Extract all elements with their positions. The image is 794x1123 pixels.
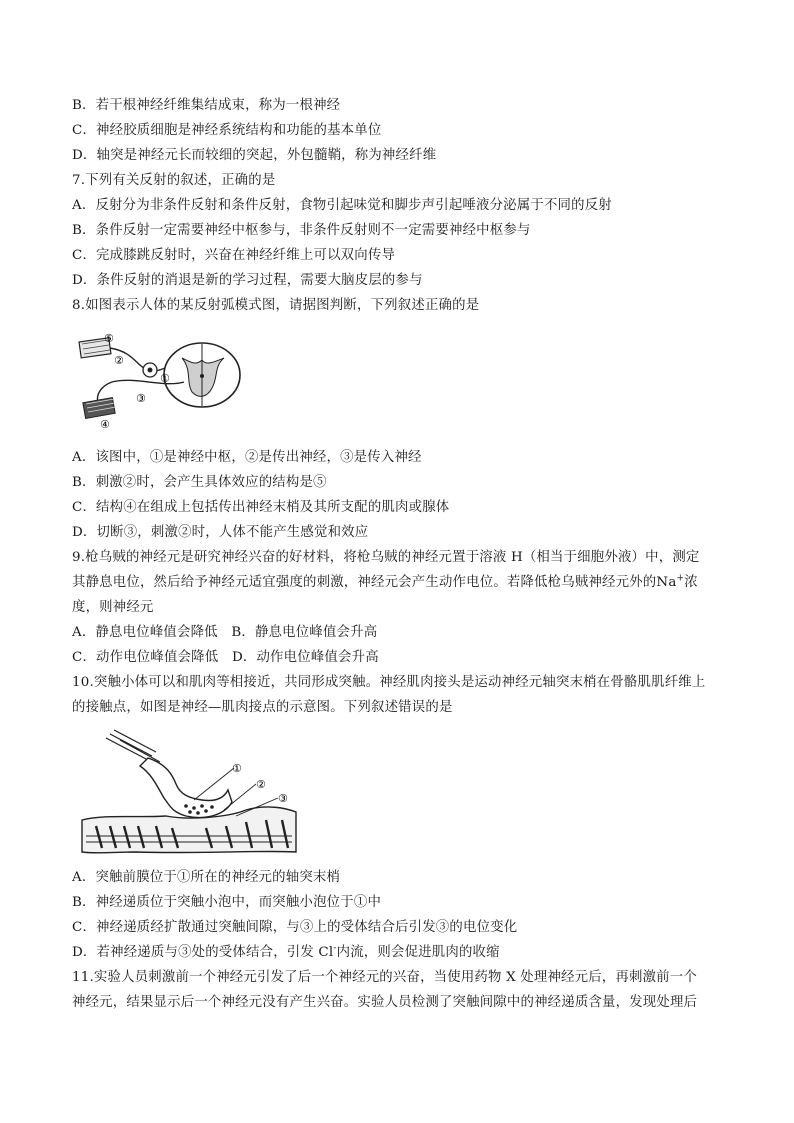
options-9cd: C．动作电位峰值会降低 D．动作电位峰值会升高 — [72, 650, 379, 665]
option-8c: C．结构④在组成上包括传出神经末梢及其所支配的肌肉或腺体 — [72, 500, 450, 515]
fig1-label-3: ③ — [136, 392, 146, 405]
option-7a: A．反射分为非条件反射和条件反射，食物引起味觉和脚步声引起唾液分泌属于不同的反射 — [72, 198, 612, 213]
option-7b: B．条件反射一定需要神经中枢参与，非条件反射则不一定需要神经中枢参与 — [72, 223, 531, 238]
option-7d: D．条件反射的消退是新的学习过程，需要大脑皮层的参与 — [72, 273, 423, 288]
question-9-line-1: 9.枪乌贼的神经元是研究神经兴奋的好材料，将枪乌贼的神经元置于溶液 H（相当于细胞外液）中，测定 — [72, 550, 700, 565]
question-9-line-3: 度，则神经元 — [72, 600, 154, 615]
option-8a: A．该图中，①是神经中枢，②是传出神经，③是传入神经 — [72, 450, 422, 465]
neuromuscular-junction-figure — [76, 728, 302, 858]
question-11-line-2: 神经元，结果显示后一个神经元没有产生兴奋。实验人员检测了突触间隙中的神经递质含量，发现处理后 — [72, 995, 698, 1010]
question-8: 8.如图表示人体的某反射弧模式图，请据图判断，下列叙述正确的是 — [72, 298, 480, 313]
question-11-line-1: 11.实验人员刺激前一个神经元引发了后一个神经元的兴奋，当使用药物 X 处理神经元后，再刺激前一个 — [72, 970, 697, 985]
question-9-line-2-text: 其静息电位，然后给予神经元适宜强度的刺激，神经元会产生动作电位。若降低枪乌贼神经元外的 — [72, 575, 657, 590]
reflex-arc-figure — [74, 330, 254, 432]
option-10d — [72, 943, 500, 963]
sodium-charge: + — [676, 573, 685, 584]
fig2-label-3: ③ — [278, 792, 288, 805]
option-10c: C．神经递质经扩散通过突触间隙，与③上的受体结合后引发③的电位变化 — [72, 920, 518, 935]
fig1-label-4: ④ — [100, 418, 110, 431]
question-10-line-1: 10.突触小体可以和肌肉等相接近，共同形成突触。神经肌肉接头是运动神经元轴突末梢在骨骼肌肌纤维上 — [72, 675, 706, 690]
fig2-label-2: ② — [256, 778, 266, 791]
chloride-charge: - — [333, 943, 337, 954]
fig1-label-2: ② — [114, 354, 124, 367]
question-9-line-2 — [72, 573, 698, 593]
option-10d-end: 内流，则会促进肌肉的收缩 — [336, 945, 500, 960]
sodium-symbol: Na — [656, 575, 677, 590]
option-6b: B．若干根神经纤维集结成束，称为一根神经 — [72, 98, 341, 113]
question-10-line-2: 的接触点，如图是神经—肌肉接点的示意图。下列叙述错误的是 — [72, 700, 453, 715]
option-7c: C．完成膝跳反射时，兴奋在神经纤维上可以双向传导 — [72, 248, 396, 263]
fig1-label-1: ① — [160, 372, 170, 385]
option-8d: D．切断③，刺激②时，人体不能产生感觉和效应 — [72, 525, 369, 540]
effector-muscle — [83, 398, 116, 419]
option-6d: D．轴突是神经元长而较细的突起，外包髓鞘，称为神经纤维 — [72, 148, 437, 163]
question-7: 7.下列有关反射的叙述，正确的是 — [72, 173, 276, 188]
question-9-line-2-end: 浓 — [684, 575, 698, 590]
option-6c: C．神经胶质细胞是神经系统结构和功能的基本单位 — [72, 123, 382, 138]
options-9ab: A．静息电位峰值会降低 B．静息电位峰值会升高 — [72, 625, 378, 640]
fig2-label-1: ① — [232, 762, 242, 775]
fig1-label-5: ⑤ — [104, 332, 114, 345]
option-8b: B．刺激②时，会产生具体效应的结构是⑤ — [72, 475, 327, 490]
option-10a: A．突触前膜位于①所在的神经元的轴突末梢 — [72, 870, 341, 885]
option-10b: B．神经递质位于突触小泡中，而突触小泡位于①中 — [72, 895, 382, 910]
option-10d-text: D．若神经递质与③处的受体结合，引发 Cl — [72, 945, 334, 960]
